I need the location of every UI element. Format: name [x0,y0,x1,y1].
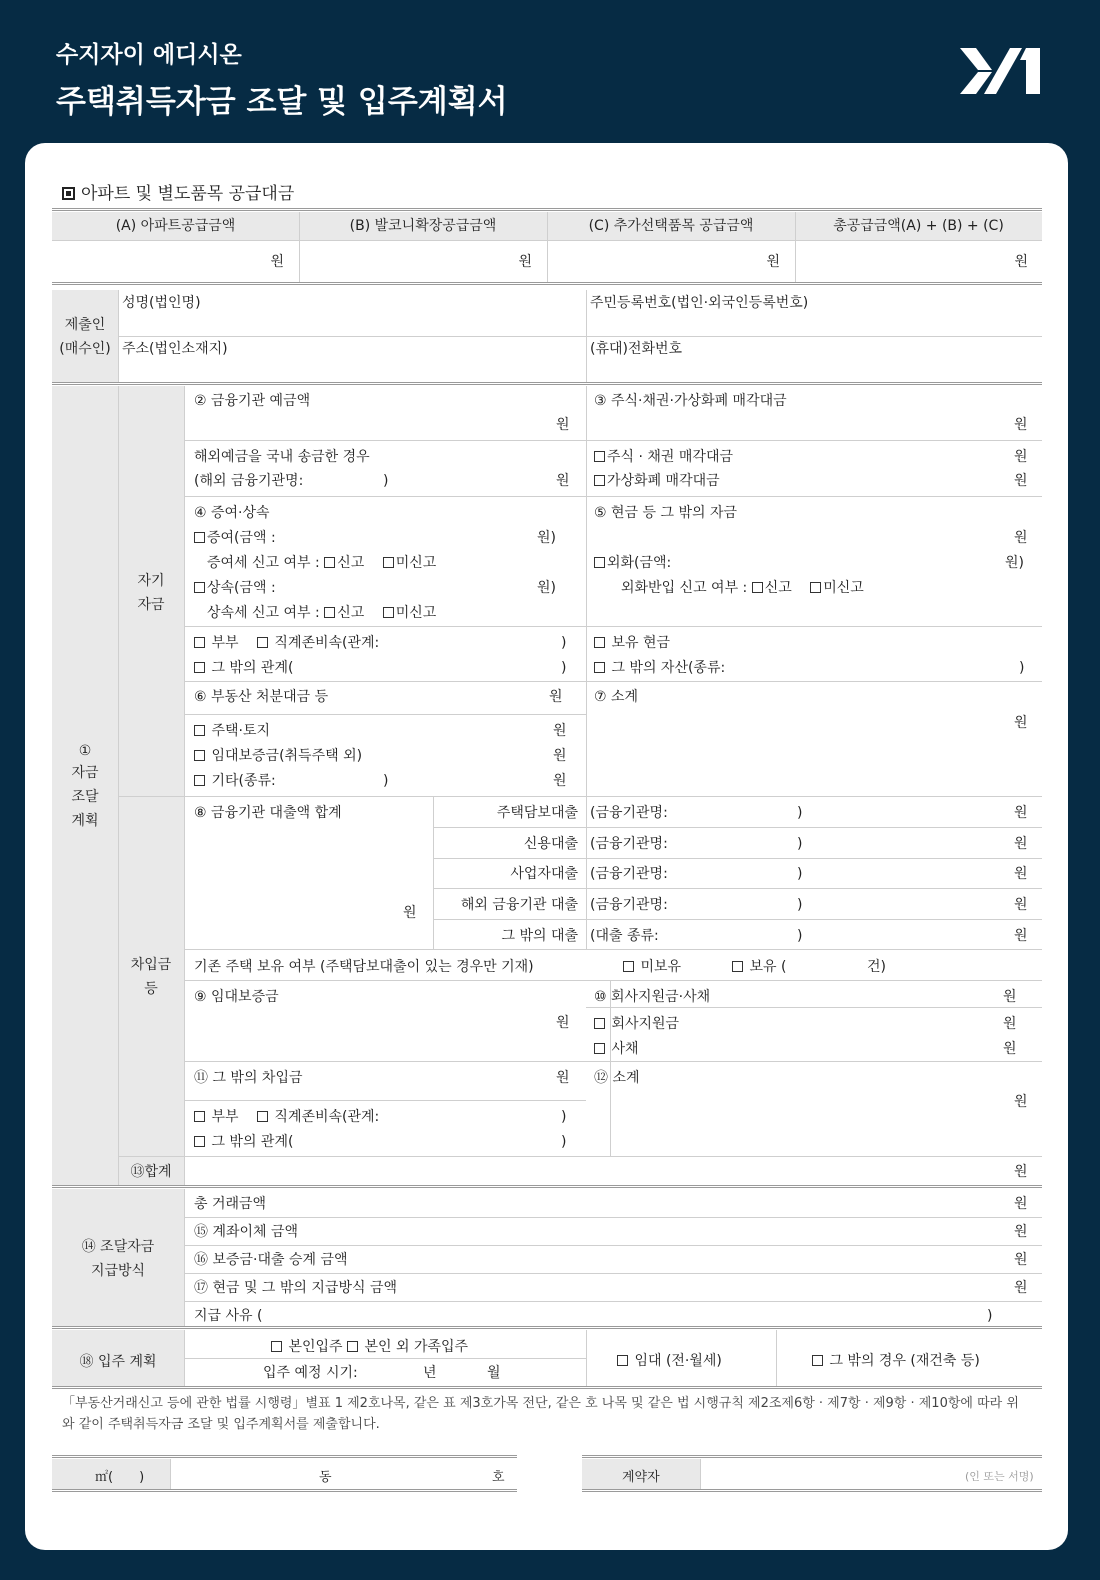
other-loan-amount[interactable]: 원 [1014,928,1028,944]
legal-statement: 「부동산거래신고 등에 관한 법률 시행령」별표 1 제2호나목, 같은 표 제3호가목 전단, 같은 호 나목 및 같은 법 시행규칙 제2조제6항 · 제7항 · 제9항 · 제10항에 따라 위와 같이 주택취득자금 조달 및 입주계획서를 제출합니다. [62,1396,1019,1432]
move-in-year[interactable]: 년 [423,1365,437,1381]
total-transaction-label: 총 거래금액 [194,1196,267,1212]
amount-c[interactable]: 원 [766,254,780,270]
subtotal-12-label: ⑫ 소계 [594,1070,640,1086]
move-in-date-label: 입주 예정 시기: [263,1365,358,1381]
company-support-amount[interactable]: 원 [1003,1016,1017,1032]
other-case-option: 그 밖의 경우 (재건축 등) [829,1353,980,1369]
loan-other: 그 밖의 대출 [501,928,578,944]
borrow-other-option: 그 밖의 관계( [211,1134,294,1150]
inherit-report-option: 신고 [337,605,365,621]
cash-other-amount[interactable]: 원 [1014,530,1028,546]
credit-paren: ) [797,836,803,852]
credit-amount[interactable]: 원 [1014,836,1028,852]
overseas-deposit-label: 해외예금을 국내 송금한 경우 [194,449,370,465]
own-option: 보유 ( [749,959,787,975]
realestate-amount[interactable]: 원 [549,689,563,705]
cash-other-label: ⑤ 현금 등 그 밖의 자금 [594,505,737,521]
payment-reason-paren: ) [987,1308,993,1324]
inherit-noreport-checkbox[interactable] [383,607,394,618]
bank-deposit-label: ② 금융기관 예금액 [194,393,311,409]
loan-mortgage: 주택담보대출 [496,805,578,821]
gift-report-option: 신고 [337,555,365,571]
total-transaction-amount[interactable]: 원 [1014,1196,1028,1212]
fx-noreport-option: 미신고 [823,580,864,596]
loan-credit: 신용대출 [523,836,578,852]
bond-amount[interactable]: 원 [1003,1041,1017,1057]
crypto-amount[interactable]: 원 [1014,473,1028,489]
move-in-month[interactable]: 월 [487,1365,501,1381]
mortgage-bank-field[interactable]: (금융기관명: [590,805,668,821]
etc-amount[interactable]: 원 [553,773,567,789]
other-case-checkbox[interactable] [812,1355,823,1366]
payment-method-label-2: 지급방식 [90,1263,146,1279]
mortgage-paren: ) [797,805,803,821]
lease-deposit-amount[interactable]: 원 [553,748,567,764]
fx-report-option: 신고 [764,580,792,596]
overseas-amount[interactable]: 원 [556,473,570,489]
business-bank-field[interactable]: (금융기관명: [590,866,668,882]
borrow-spouse-option: 부부 [211,1109,239,1125]
other-asset-checkbox[interactable] [594,662,605,673]
own-funds-label: 자기 [137,573,165,589]
subtotal-12-amount[interactable]: 원 [1014,1094,1028,1110]
house-land-amount[interactable]: 원 [553,723,567,739]
inherit-noreport-option: 미신고 [395,605,437,621]
company-10-label: ⑩ 회사지원금·사채 [594,989,711,1005]
succession-amount[interactable]: 원 [1014,1252,1028,1268]
cash-hold-checkbox[interactable] [594,637,605,648]
loan-kind-paren: ) [797,928,803,944]
payment-reason-field[interactable]: 지급 사유 ( [194,1308,263,1324]
fx-checkbox[interactable] [594,557,605,568]
bond-option: 사채 [611,1041,639,1057]
total-13-label: ⑬합계 [130,1164,172,1180]
payment-method-label: ⑭ 조달자금 [81,1239,155,1255]
spouse-option: 부부 [211,635,239,651]
col-c-header: (C) 추가선택품목 공급금액 [588,218,754,234]
cash-other-payment-label: ⑰ 현금 및 그 밖의 지급방식 금액 [194,1280,397,1296]
total-13-amount[interactable]: 원 [1014,1164,1028,1180]
overseas-loan-amount[interactable]: 원 [1014,897,1028,913]
existing-house-label: 기존 주택 보유 여부 (주택담보대출이 있는 경우만 기재) [194,959,534,975]
house-land-checkbox[interactable] [194,725,205,736]
contractor-label: 계약자 [622,1470,660,1485]
signature-field[interactable]: (인 또는 서명) [965,1470,1034,1483]
overseas-bank-field[interactable]: (해외 금융기관명: [194,473,304,489]
amount-total[interactable]: 원 [1014,254,1028,270]
amount-b[interactable]: 원 [518,254,532,270]
lease-deposit-option: 임대보증금(취득주택 외) [211,748,363,764]
other-asset-option: 그 밖의 자산(종류: [611,660,726,676]
own-count: 건) [867,959,886,975]
not-own-checkbox[interactable] [623,961,634,972]
mortgage-amount[interactable]: 원 [1014,805,1028,821]
other-relation-option: 그 밖의 관계( [211,660,294,676]
lease-checkbox[interactable] [617,1355,628,1366]
crypto-checkbox[interactable] [594,475,605,486]
house-land-option: 주택·토지 [211,723,270,739]
building-dong-field[interactable]: 동 [319,1470,332,1485]
phone-field[interactable]: (휴대)전화번호 [590,341,683,357]
realestate-label: ⑥ 부동산 처분대금 등 [194,689,329,705]
borrow-lineal-option: 직계존비속(관계: [274,1109,380,1125]
fx-won: 원) [1005,555,1024,571]
stock-bond-amount[interactable]: 원 [1014,449,1028,465]
company-support-checkbox[interactable] [594,1018,605,1029]
funding-plan-label: 자금 [71,765,99,781]
transfer-label: ⑮ 계좌이체 금액 [194,1224,299,1240]
col-total-header: 총공급금액(A) + (B) + (C) [833,218,1004,234]
subtotal-7-label: ⑦ 소계 [594,689,639,705]
gift-won: 원) [537,530,556,546]
overseas-bank-paren: ) [383,473,389,489]
not-own-option: 미보유 [640,959,682,975]
cash-hold-option: 보유 현금 [611,635,670,651]
stock-sale-amount[interactable]: 원 [1014,417,1028,433]
lineal-paren: ) [561,635,567,651]
gift-report-checkbox[interactable] [324,557,335,568]
overseas-bank-loan-field[interactable]: (금융기관명: [590,897,668,913]
other-borrow-label: ⑪ 그 밖의 차입금 [194,1070,303,1086]
inherit-checkbox[interactable] [194,582,205,593]
overseas-paren: ) [797,897,803,913]
other-relation-paren: ) [561,660,567,676]
loan-business: 사업자대출 [510,866,578,882]
gift-amount-field[interactable]: 증여(금액 : [207,530,276,546]
gift-checkbox[interactable] [194,532,205,543]
crypto-option: 가상화폐 매각대금 [607,473,720,489]
fx-report-label: 외화반입 신고 여부 : [621,580,748,596]
gift-inheritance-label: ④ 증여·상속 [194,505,270,521]
self-move-option: 본인입주 [288,1339,343,1355]
family-move-checkbox[interactable] [347,1341,358,1352]
buyer-label: (매수인) [59,341,111,357]
lineal-option: 직계존비속(관계: [274,635,380,651]
company-10-amount[interactable]: 원 [1003,989,1017,1005]
business-paren: ) [797,866,803,882]
unit-ho-field[interactable]: 호 [492,1470,505,1485]
bond-checkbox[interactable] [594,1043,605,1054]
lease-option: 임대 (전·월세) [634,1353,722,1369]
stock-sale-checkbox[interactable] [594,451,605,462]
loan-total-amount[interactable]: 원 [403,905,417,921]
bank-deposit-amount[interactable]: 원 [556,417,570,433]
borrow-other-checkbox[interactable] [194,1136,205,1147]
col-b-header: (B) 발코니확장공급금액 [349,218,497,234]
transfer-amount[interactable]: 원 [1014,1224,1028,1240]
company-support-option: 회사지원금 [611,1016,680,1032]
move-in-plan-label: ⑱ 입주 계획 [79,1354,157,1370]
lease-deposit-checkbox[interactable] [194,750,205,761]
stock-sale-label: ③ 주식·채권·가상화폐 매각대금 [594,393,787,409]
submitter-label: 제출인 [64,317,106,333]
lease-9-label: ⑨ 임대보증금 [194,989,279,1005]
other-asset-paren: ) [1019,660,1025,676]
form-card [25,143,1068,1550]
reg-number-field[interactable]: 주민등록번호(법인·외국인등록번호) [590,295,809,311]
area-sqm-field[interactable]: ㎡( ) [95,1470,145,1485]
inherit-amount-field[interactable]: 상속(금액 : [207,580,276,596]
inherit-report-checkbox[interactable] [324,607,335,618]
brand-name: 수지자이 에디시온 [56,42,242,68]
lease-9-amount[interactable]: 원 [556,1015,570,1031]
business-amount[interactable]: 원 [1014,866,1028,882]
funding-plan-number: ① [78,743,92,759]
borrow-other-paren: ) [561,1134,567,1150]
own-checkbox[interactable] [732,961,743,972]
inherit-won: 원) [537,580,556,596]
borrow-lineal-checkbox[interactable] [257,1111,268,1122]
etc-paren: ) [383,773,389,789]
borrow-spouse-checkbox[interactable] [194,1111,205,1122]
page-title: 주택취득자금 조달 및 입주계획서 [56,84,508,120]
etc-option: 기타(종류: [211,773,276,789]
gift-report-label: 증여세 신고 여부 : [207,555,320,571]
funding-plan-label-2: 조달 [71,789,99,805]
fx-report-checkbox[interactable] [752,582,763,593]
borrow-lineal-paren: ) [561,1109,567,1125]
loan-overseas: 해외 금융기관 대출 [460,897,578,913]
x1-logo-icon [960,46,1042,96]
gift-noreport-option: 미신고 [395,555,437,571]
subtotal-7-amount[interactable]: 원 [1014,715,1028,731]
self-move-checkbox[interactable] [271,1341,282,1352]
address-field[interactable]: 주소(법인소재지) [122,341,228,357]
own-funds-label-2: 자금 [137,597,165,613]
fx-noreport-checkbox[interactable] [810,582,821,593]
succession-label: ⑯ 보증금·대출 승계 금액 [194,1252,348,1268]
stock-sale-option: 주식 · 채권 매각대금 [607,449,733,465]
name-field[interactable]: 성명(법인명) [122,295,201,311]
family-move-option: 본인 외 가족입주 [364,1339,469,1355]
section-title: 아파트 및 별도품목 공급대금 [62,179,294,204]
credit-bank-field[interactable]: (금융기관명: [590,836,668,852]
cash-other-payment-amount[interactable]: 원 [1014,1280,1028,1296]
gift-noreport-checkbox[interactable] [383,557,394,568]
other-borrow-amount[interactable]: 원 [556,1070,570,1086]
loan-total-label: ⑧ 금융기관 대출액 합계 [194,805,342,821]
amount-a[interactable]: 원 [270,254,284,270]
lineal-checkbox[interactable] [257,637,268,648]
borrowed-funds-label-2: 등 [144,981,158,997]
etc-checkbox[interactable] [194,775,205,786]
spouse-checkbox[interactable] [194,637,205,648]
borrowed-funds-label: 차입금 [130,957,172,973]
other-relation-checkbox[interactable] [194,662,205,673]
col-a-header: (A) 아파트공급금액 [115,218,236,234]
loan-kind-field[interactable]: (대출 종류: [590,928,659,944]
inherit-report-label: 상속세 신고 여부 : [207,605,320,621]
funding-plan-label-3: 계획 [71,813,99,829]
fx-amount-field[interactable]: 외화(금액: [607,555,672,571]
